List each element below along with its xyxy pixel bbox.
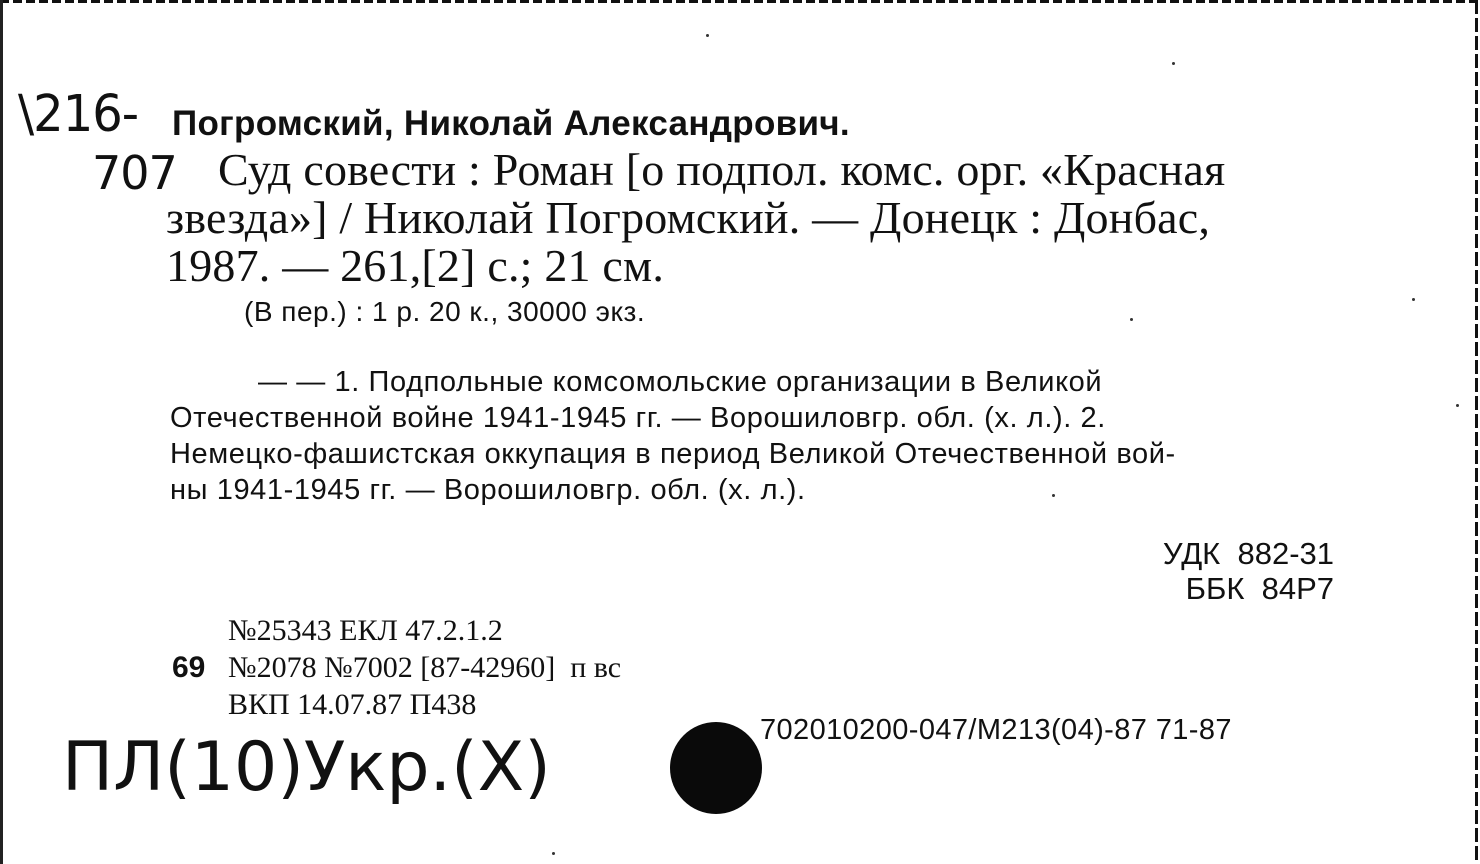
- author-heading: Погромский, Николай Александрович.: [172, 104, 850, 143]
- description-line: 1987. — 261,[2] с.; 21 см.: [166, 240, 665, 291]
- service-line: [172, 686, 621, 723]
- service-line: [172, 649, 621, 686]
- scan-speck: [1456, 404, 1459, 407]
- service-data: [172, 612, 621, 723]
- price-line: (В пер.) : 1 р. 20 к., 30000 экз.: [244, 296, 646, 327]
- subject-headings: [170, 364, 1338, 508]
- handwritten-shelf-mark-bottom: 707: [92, 146, 177, 200]
- card-top-edge: [0, 0, 1480, 3]
- scan-speck: [1172, 62, 1175, 65]
- service-line-text: №2078 №7002 [87-42960] п вс: [228, 651, 622, 684]
- scan-speck: [1052, 494, 1055, 497]
- handwritten-location-note: ПЛ(10)Укр.(Х): [62, 728, 551, 807]
- scan-speck: [1412, 298, 1415, 301]
- subject-line: Немецко-фашистская оккупация в период Великой Отечественной вой-: [170, 438, 1176, 470]
- scan-speck: [706, 34, 709, 37]
- service-line-text: №25343 ЕКЛ 47.2.1.2: [228, 614, 503, 647]
- bbk-code: ББК 84Р7: [1185, 571, 1334, 606]
- subject-line: — — 1. Подпольные комсомольские организации в Великой: [258, 366, 1103, 398]
- service-line: [172, 612, 621, 649]
- service-number: 69: [172, 651, 206, 684]
- description-line: Суд совести : Роман [о подпол. комс. орг. «Красная: [218, 144, 1226, 195]
- description-line: звезда»] / Николай Погромский. — Донецк : Донбас,: [166, 192, 1211, 243]
- service-line-text: ВКП 14.07.87 П438: [228, 688, 477, 721]
- classification-codes: [1163, 536, 1334, 606]
- card-right-edge: [1475, 0, 1478, 864]
- udk-code: УДК 882-31: [1162, 536, 1334, 571]
- card-punch-hole: [670, 722, 762, 814]
- subject-line: ны 1941-1945 гг. — Ворошиловгр. обл. (х. л.).: [170, 474, 806, 506]
- scan-speck: [1130, 318, 1133, 321]
- index-code-line: 702010200-047/М213(04)-87 71-87: [760, 714, 1232, 746]
- subject-line: Отечественной войне 1941-1945 гг. — Ворошиловгр. обл. (х. л.). 2.: [170, 402, 1106, 434]
- handwritten-shelf-mark-top: \216-: [18, 84, 139, 144]
- scan-speck: [552, 852, 555, 855]
- card-left-edge: [0, 0, 3, 864]
- bibliographic-description: [166, 146, 1336, 290]
